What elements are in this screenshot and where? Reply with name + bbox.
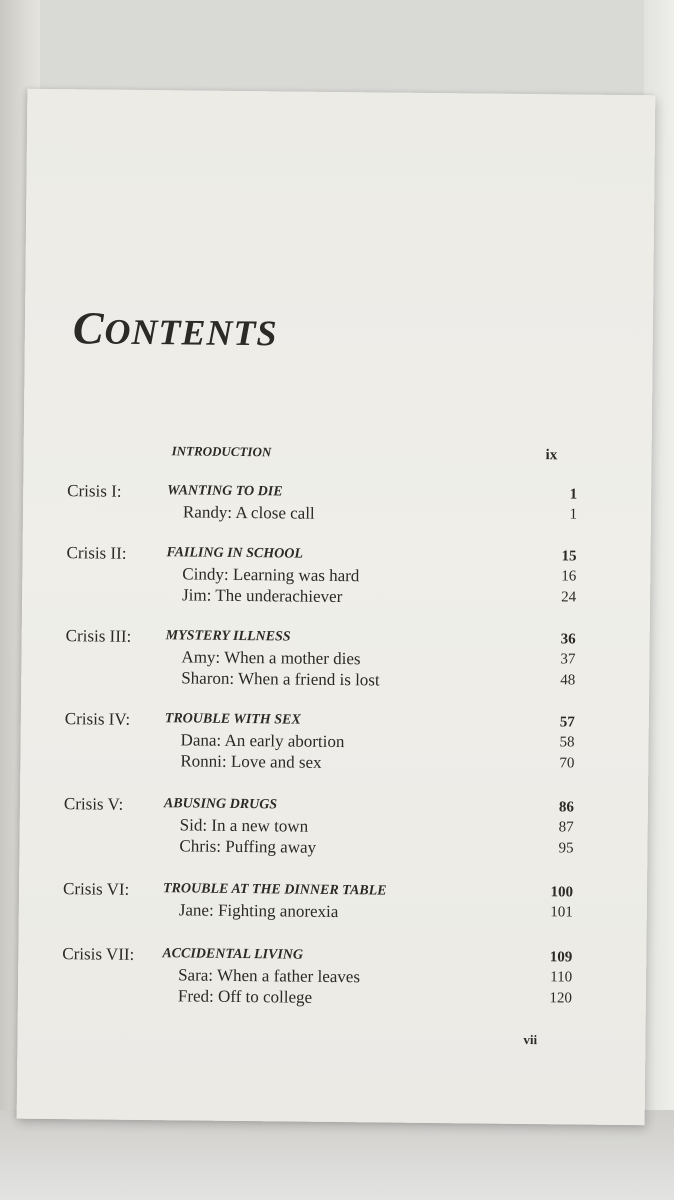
story-page: 24 — [561, 589, 577, 606]
story-page: 95 — [558, 840, 574, 857]
crisis-page: 57 — [559, 714, 575, 731]
crisis-page: 1 — [569, 486, 578, 503]
story-page: 87 — [558, 819, 574, 836]
story-title: Jim: The underachiever — [182, 585, 343, 607]
crisis-entry — [23, 543, 651, 607]
story-title: Sid: In a new town — [179, 815, 309, 836]
crisis-title: WANTING TO DIE — [167, 483, 283, 500]
crisis-entry — [18, 944, 646, 1007]
page-title — [73, 301, 278, 356]
crisis-page: 15 — [561, 548, 577, 565]
story-title: Jane: Fighting anorexia — [178, 900, 339, 922]
crisis-label: Crisis III: — [65, 626, 132, 646]
story-page: 70 — [559, 755, 575, 772]
story-page: 101 — [550, 904, 573, 921]
title-rest: ONTENTS — [104, 311, 278, 354]
story-title: Cindy: Learning was hard — [182, 564, 360, 586]
crisis-page: 86 — [558, 799, 574, 816]
crisis-entry — [21, 709, 649, 772]
story-title: Amy: When a mother dies — [181, 647, 361, 669]
story-title: Ronni: Love and sex — [180, 751, 322, 772]
crisis-entry — [23, 481, 651, 523]
story-page: 16 — [561, 568, 577, 585]
crisis-entry — [20, 794, 648, 857]
story-title: Fred: Off to college — [177, 986, 313, 1007]
introduction-label: INTRODUCTION — [171, 443, 272, 460]
crisis-label: Crisis IV: — [64, 709, 131, 729]
story-title: Dana: An early abortion — [180, 730, 345, 752]
crisis-title: TROUBLE AT THE DINNER TABLE — [162, 881, 387, 899]
crisis-entry — [19, 879, 647, 922]
introduction-page: ix — [545, 447, 558, 464]
story-page: 58 — [559, 734, 575, 751]
crisis-page: 100 — [550, 884, 574, 901]
story-page: 37 — [560, 651, 576, 668]
crisis-label: Crisis I: — [67, 481, 122, 501]
crisis-title: MYSTERY ILLNESS — [165, 628, 291, 645]
crisis-title: TROUBLE WITH SEX — [164, 711, 301, 728]
book-page — [17, 89, 656, 1126]
story-page: 120 — [549, 990, 572, 1007]
crisis-title: ABUSING DRUGS — [163, 796, 278, 813]
title-initial: C — [72, 302, 105, 354]
crisis-title: ACCIDENTAL LIVING — [162, 946, 304, 963]
crisis-entry — [22, 626, 650, 690]
story-title: Chris: Puffing away — [179, 836, 317, 857]
crisis-title: FAILING IN SCHOOL — [166, 545, 304, 562]
story-page: 48 — [560, 672, 576, 689]
crisis-page: 36 — [560, 631, 576, 648]
crisis-page: 109 — [549, 949, 573, 966]
crisis-label: Crisis V: — [63, 794, 124, 814]
story-title: Sharon: When a friend is lost — [181, 668, 380, 690]
story-page: 110 — [550, 969, 573, 986]
story-title: Randy: A close call — [182, 502, 315, 523]
crisis-label: Crisis VI: — [62, 879, 130, 899]
story-page: 1 — [569, 506, 578, 523]
page-number: vii — [523, 1031, 538, 1048]
story-title: Sara: When a father leaves — [178, 965, 361, 987]
crisis-label: Crisis II: — [66, 543, 127, 563]
crisis-label: Crisis VII: — [62, 944, 135, 964]
